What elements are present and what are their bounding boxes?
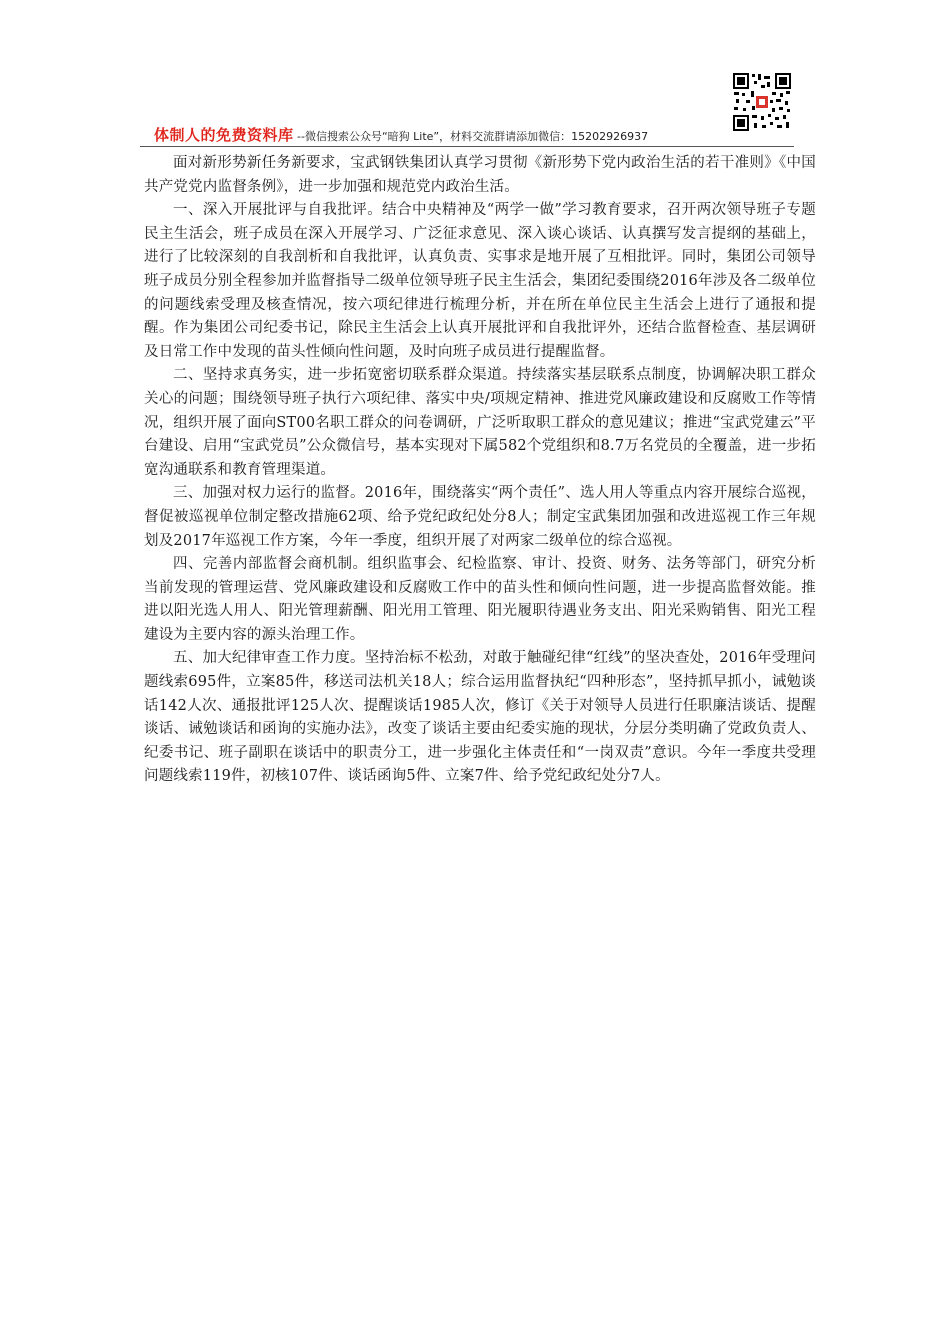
header-note: --微信搜索公众号“暗狗 Lite”，材料交流群请添加微信：15202926937 bbox=[293, 130, 649, 143]
section-paragraph-2: 二、坚持求真务实，进一步拓宽密切联系群众渠道。持续落实基层联系点制度，协调解决职工群众关心的问题；围绕领导班子执行六项纪律、落实中央/项规定精神、推进党风廉政建设和反腐败工作等情况，组织开展了面向ST00名职工群众的问卷调研，广泛听取职工群众的意见建议；推进“宝武党建云”平台建设、启用“宝武党员”公众微信号，基本实现对下属582个党组织和8.7万名党员的全覆盖，进一步拓宽沟通联系和教育管理渠道。 bbox=[144, 367, 816, 478]
document-body bbox=[144, 152, 816, 789]
header-divider bbox=[140, 146, 794, 147]
section-paragraph-4: 四、完善内部监督会商机制。组织监事会、纪检监察、审计、投资、财务、法务等部门，研究分析当前发现的管理运营、党风廉政建设和反腐败工作中的苗头性和倾向性问题，进一步提高监督效能。推进以阳光选人用人、阳光管理薪酬、阳光用工管理、阳光履职待遇业务支出、阳光采购销售、阳光工程建设为主要内容的源头治理工作。 bbox=[144, 556, 816, 643]
brand-title: 体制人的免费资料库 bbox=[154, 126, 294, 144]
section-paragraph-5: 五、加大纪律审查工作力度。坚持治标不松劲，对敢于触碰纪律“红线”的坚决查处，2016年受理问题线索695件，立案85件，移送司法机关18人；综合运用监督执纪“四种形态”，坚持抓早抓小，诫勉谈话142人次、通报批评125人次、提醒谈话1985人次，修订《关于对领导人员进行任职廉洁谈话、提醒谈话、诫勉谈话和函询的实施办法》，改变了谈话主要由纪委实施的现状，分层分类明确了党政负责人、纪委书记、班子副职在谈话中的职责分工，进一步强化主体责任和“一岗双责”意识。今年一季度共受理问题线索119件，初核107件、谈话函询5件、立案7件、给予党纪政纪处分7人。 bbox=[144, 650, 816, 785]
qr-code-icon bbox=[732, 72, 792, 132]
intro-paragraph: 面对新形势新任务新要求，宝武钢铁集团认真学习贯彻《新形势下党内政治生活的若干准则》《中国共产党党内监督条例》，进一步加强和规范党内政治生活。 bbox=[144, 155, 816, 195]
section-paragraph-3: 三、加强对权力运行的监督。2016年，围绕落实“两个责任”、选人用人等重点内容开展综合巡视，督促被巡视单位制定整改措施62项、给予党纪政纪处分8人；制定宝武集团加强和改进巡视工作三年规划及2017年巡视工作方案，今年一季度，组织开展了对两家二级单位的综合巡视。 bbox=[144, 485, 816, 549]
section-paragraph-1: 一、深入开展批评与自我批评。结合中央精神及“两学一做”学习教育要求，召开两次领导班子专题民主生活会，班子成员在深入开展学习、广泛征求意见、深入谈心谈话、认真撰写发言提纲的基础上，进行了比较深刻的自我剖析和自我批评，认真负责、实事求是地开展了互相批评。同时，集团公司领导班子成员分别全程参加并监督指导二级单位领导班子民主生活会，集团纪委围绕2016年涉及各二级单位的问题线索受理及核查情况，按六项纪律进行梳理分析，并在所在单位民主生活会上进行了通报和提醒。作为集团公司纪委书记，除民主生活会上认真开展批评和自我批评外，还结合监督检查、基层调研及日常工作中发现的苗头性倾向性问题，及时向班子成员进行提醒监督。 bbox=[144, 202, 816, 360]
page-header bbox=[154, 124, 734, 146]
